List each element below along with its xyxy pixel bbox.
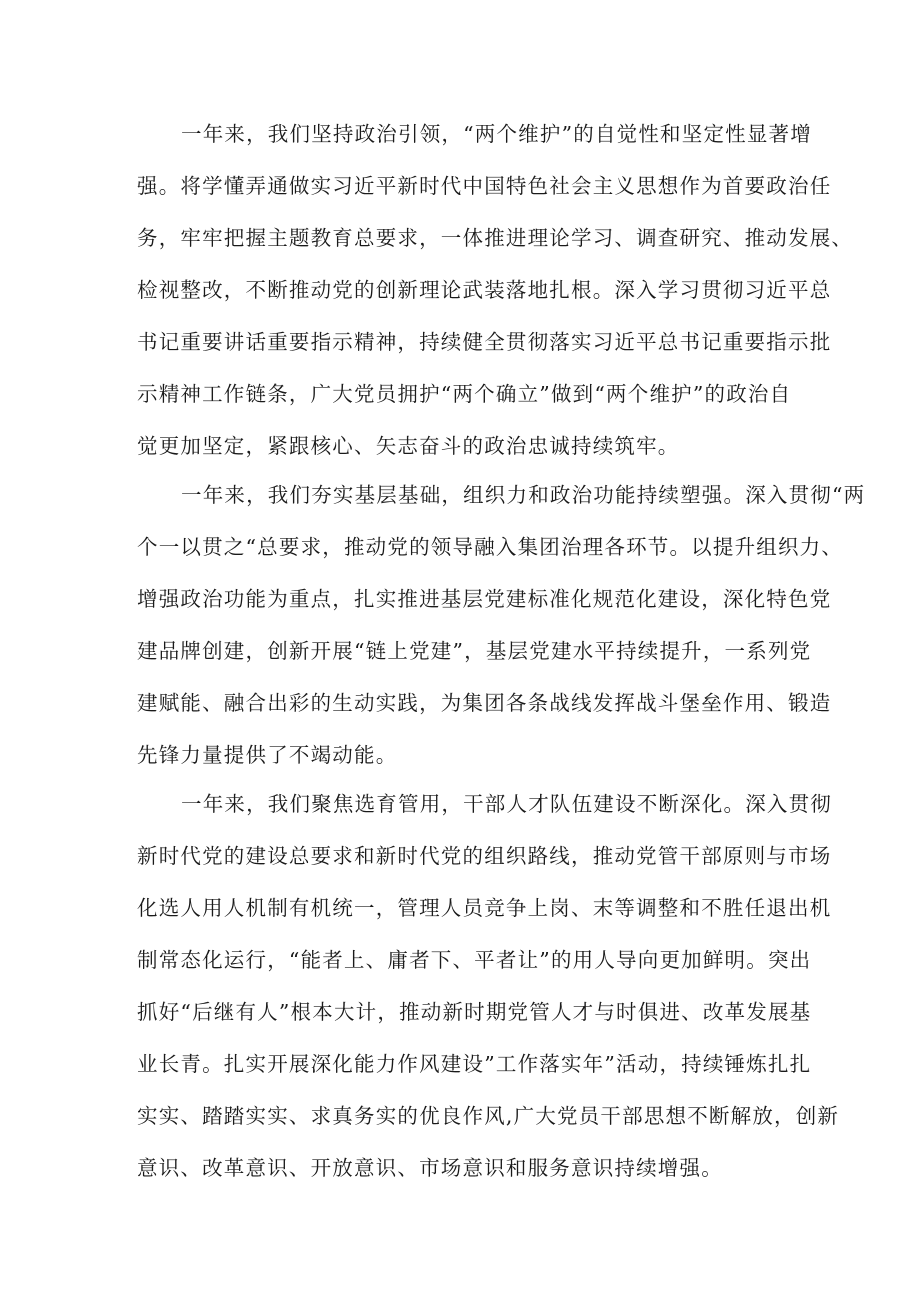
text-line: 建赋能、融合出彩的生动实践，为集团各条战线发挥战斗堡垒作用、锻造 — [137, 691, 832, 715]
text-line: 制常态化运行，“能者上、庸者下、平者让”的用人导向更加鲜明。突出 — [137, 948, 812, 972]
text-line: 觉更加坚定，紧跟核心、矢志奋斗的政治忠诚持续筑牢。 — [137, 434, 680, 458]
text-line: 书记重要讲话重要指示精神，持续健全贯彻落实习近平总书记重要指示批 — [137, 330, 832, 354]
text-line: 增强政治功能为重点，扎实推进基层党建标准化规范化建设，深化特色党 — [137, 587, 832, 611]
text-line: 意识、改革意识、开放意识、市场意识和服务意识持续增强。 — [137, 1156, 723, 1180]
text-line: 检视整改，不断推动党的创新理论武装落地扎根。深入学习贯彻习近平总 — [137, 278, 832, 302]
text-line: 强。将学懂弄通做实习近平新时代中国特色社会主义思想作为首要政治任 — [137, 174, 832, 198]
text-line: 抓好“后继有人”根本大计，推动新时期党管人才与时俱进、改革发展基 — [137, 1000, 812, 1024]
text-line: 一年来，我们聚焦选育管用，干部人才队伍建设不断深化。深入贯彻 — [181, 792, 832, 816]
text-line: 务，牢牢把握主题教育总要求，一体推进理论学习、调查研究、推动发展、 — [137, 226, 854, 250]
paragraph-political-leadership — [137, 108, 854, 472]
text-line: 建品牌创建，创新开展“链上党建”，基层党建水平持续提升，一系列党 — [137, 639, 812, 663]
text-line: 实实、踏踏实实、求真务实的优良作风,广大党员干部思想不断解放，创新 — [137, 1104, 840, 1128]
text-line: 一年来，我们夯实基层基础，组织力和政治功能持续塑强。深入贯彻“两 — [181, 483, 866, 507]
text-line: 新时代党的建设总要求和新时代党的组织路线，推动党管干部原则与市场 — [137, 844, 832, 868]
paragraph-cadre-talent — [137, 778, 840, 1194]
text-line: 一年来，我们坚持政治引领，“两个维护”的自觉性和坚定性显著增 — [181, 122, 812, 146]
paragraph-grassroots-foundation — [137, 469, 866, 781]
text-line: 化选人用人机制有机统一，管理人员竞争上岗、末等调整和不胜任退出机 — [137, 896, 832, 920]
text-line: 业长青。扎实开展深化能力作风建设”工作落实年”活动，持续锤炼扎扎 — [137, 1052, 812, 1076]
text-line: 先锋力量提供了不竭动能。 — [137, 743, 398, 767]
text-line: 示精神工作链条，广大党员拥护“两个确立”做到“两个维护”的政治自 — [137, 382, 792, 406]
text-line: 个一以贯之“总要求，推动党的领导融入集团治理各环节。以提升组织力、 — [137, 535, 844, 559]
